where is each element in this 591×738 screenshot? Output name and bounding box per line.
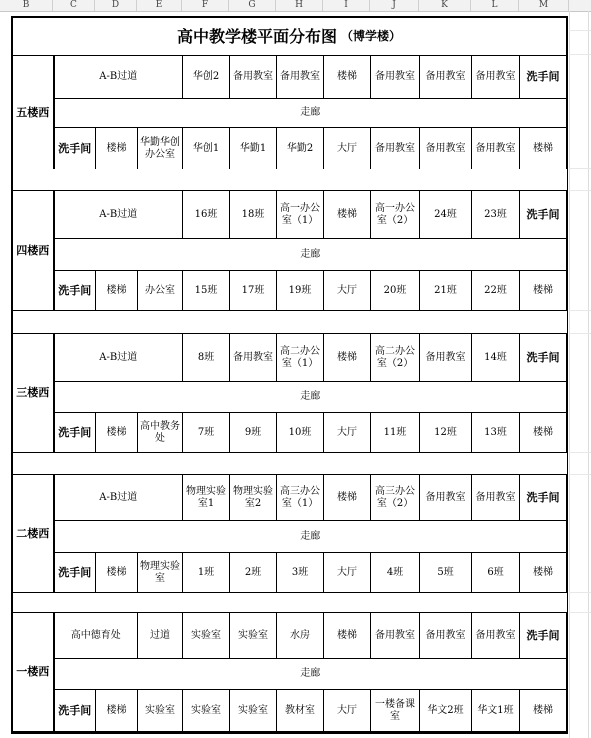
room-cell[interactable]: A-B过道 bbox=[54, 56, 183, 99]
room-cell[interactable]: 4班 bbox=[371, 553, 420, 593]
corridor-cell[interactable]: 走廊 bbox=[54, 521, 567, 553]
room-cell[interactable]: 华勤1 bbox=[230, 128, 277, 170]
restroom-cell[interactable]: 洗手间 bbox=[520, 334, 567, 382]
corridor-cell[interactable]: 走廊 bbox=[54, 382, 567, 413]
room-cell[interactable]: 19班 bbox=[277, 271, 324, 311]
room-cell[interactable]: 华勤2 bbox=[277, 128, 324, 170]
title-sub: （博学楼） bbox=[341, 28, 402, 43]
room-cell[interactable]: 16班 bbox=[183, 191, 230, 239]
stairs-cell[interactable]: 楼梯 bbox=[324, 56, 371, 99]
restroom-cell[interactable]: 洗手间 bbox=[54, 413, 96, 453]
floor-separator bbox=[12, 593, 568, 612]
room-cell[interactable]: 8班 bbox=[183, 334, 230, 382]
floor-4-west bbox=[12, 190, 567, 311]
room-cell[interactable]: 华创2 bbox=[183, 56, 230, 99]
floor-3-west bbox=[12, 333, 567, 453]
room-cell[interactable]: 实验室 bbox=[138, 690, 183, 732]
corridor-cell[interactable]: 走廊 bbox=[54, 239, 567, 271]
restroom-cell[interactable]: 洗手间 bbox=[54, 553, 96, 593]
restroom-cell[interactable]: 洗手间 bbox=[520, 613, 567, 659]
stairs-cell[interactable]: 楼梯 bbox=[96, 413, 138, 453]
column-header-d[interactable]: D bbox=[95, 0, 137, 11]
column-header-e[interactable]: E bbox=[137, 0, 182, 11]
restroom-cell[interactable]: 洗手间 bbox=[54, 690, 96, 732]
room-cell[interactable]: 高一办公室（1） bbox=[277, 191, 324, 239]
floor-5-west bbox=[12, 55, 567, 170]
restroom-cell[interactable]: 洗手间 bbox=[54, 271, 96, 311]
stairs-cell[interactable]: 楼梯 bbox=[520, 413, 567, 453]
column-header-f[interactable]: F bbox=[182, 0, 229, 11]
room-cell[interactable]: A-B过道 bbox=[54, 475, 183, 521]
room-cell[interactable]: 备用教室 bbox=[420, 128, 472, 170]
room-cell[interactable]: 备用教室 bbox=[420, 56, 472, 99]
room-cell[interactable]: A-B过道 bbox=[54, 191, 183, 239]
corridor-cell[interactable]: 走廊 bbox=[54, 659, 567, 690]
room-cell[interactable]: 办公室 bbox=[138, 271, 183, 311]
stairs-cell[interactable]: 楼梯 bbox=[96, 271, 138, 311]
room-cell[interactable]: A-B过道 bbox=[54, 334, 183, 382]
room-cell[interactable]: 物理实验室2 bbox=[230, 475, 277, 521]
stairs-cell[interactable]: 楼梯 bbox=[324, 334, 371, 382]
floor-label: 三楼西 bbox=[13, 334, 54, 453]
room-cell[interactable]: 17班 bbox=[230, 271, 277, 311]
floor-2-west bbox=[12, 474, 567, 593]
floor-label: 二楼西 bbox=[13, 475, 54, 593]
room-cell[interactable]: 备用教室 bbox=[371, 56, 420, 99]
room-cell[interactable]: 10班 bbox=[277, 413, 324, 453]
room-cell[interactable]: 备用教室 bbox=[230, 334, 277, 382]
room-cell[interactable]: 高中德育处 bbox=[54, 613, 138, 659]
hall-cell[interactable]: 大厅 bbox=[324, 553, 371, 593]
hall-cell[interactable]: 大厅 bbox=[324, 690, 371, 732]
room-cell[interactable]: 备用教室 bbox=[420, 334, 472, 382]
room-cell[interactable]: 18班 bbox=[230, 191, 277, 239]
room-cell[interactable]: 物理实验室1 bbox=[183, 475, 230, 521]
restroom-cell[interactable]: 洗手间 bbox=[520, 475, 567, 521]
stairs-cell[interactable]: 楼梯 bbox=[324, 613, 371, 659]
hall-cell[interactable]: 大厅 bbox=[324, 413, 371, 453]
hall-cell[interactable]: 大厅 bbox=[324, 128, 371, 170]
room-cell[interactable]: 实验室 bbox=[183, 690, 230, 732]
floor-label: 一楼西 bbox=[13, 613, 54, 732]
room-cell[interactable]: 华文2班 bbox=[420, 690, 472, 732]
stairs-cell[interactable]: 楼梯 bbox=[520, 553, 567, 593]
stairs-cell[interactable]: 楼梯 bbox=[96, 553, 138, 593]
room-cell[interactable]: 高二办公室（2） bbox=[371, 334, 420, 382]
room-cell[interactable]: 备用教室 bbox=[472, 56, 520, 99]
room-cell[interactable]: 实验室 bbox=[183, 613, 230, 659]
room-cell[interactable]: 教材室 bbox=[277, 690, 324, 732]
room-cell[interactable]: 华创1 bbox=[183, 128, 230, 170]
room-cell[interactable]: 物理实验室 bbox=[138, 553, 183, 593]
stairs-cell[interactable]: 楼梯 bbox=[324, 191, 371, 239]
room-cell[interactable]: 13班 bbox=[472, 413, 520, 453]
column-header-h[interactable]: H bbox=[276, 0, 323, 11]
room-cell[interactable]: 9班 bbox=[230, 413, 277, 453]
column-header-i[interactable]: I bbox=[323, 0, 370, 11]
floor-separator bbox=[12, 169, 568, 190]
room-cell[interactable]: 实验室 bbox=[230, 613, 277, 659]
restroom-cell[interactable]: 洗手间 bbox=[520, 191, 567, 239]
room-cell[interactable]: 华文1班 bbox=[472, 690, 520, 732]
room-cell[interactable]: 备用教室 bbox=[472, 128, 520, 170]
room-cell[interactable]: 23班 bbox=[472, 191, 520, 239]
page-title bbox=[12, 17, 566, 53]
floor-1-west bbox=[12, 612, 567, 732]
column-header-k[interactable]: K bbox=[419, 0, 471, 11]
room-cell[interactable]: 备用教室 bbox=[371, 128, 420, 170]
room-cell[interactable]: 备用教室 bbox=[420, 475, 472, 521]
column-header-bar bbox=[0, 0, 591, 12]
column-header-b[interactable]: B bbox=[0, 0, 53, 11]
room-cell[interactable]: 11班 bbox=[371, 413, 420, 453]
room-cell[interactable]: 2班 bbox=[230, 553, 277, 593]
room-cell[interactable]: 备用教室 bbox=[230, 56, 277, 99]
stairs-cell[interactable]: 楼梯 bbox=[324, 475, 371, 521]
restroom-cell[interactable]: 洗手间 bbox=[520, 56, 567, 99]
room-cell[interactable]: 备用教室 bbox=[472, 475, 520, 521]
room-cell[interactable]: 3班 bbox=[277, 553, 324, 593]
room-cell[interactable]: 水房 bbox=[277, 613, 324, 659]
room-cell[interactable]: 12班 bbox=[420, 413, 472, 453]
room-cell[interactable]: 高三办公室（1） bbox=[277, 475, 324, 521]
passage-cell[interactable]: 过道 bbox=[138, 613, 183, 659]
title-main: 高中教学楼平面分布图 bbox=[176, 26, 337, 46]
hall-cell[interactable]: 大厅 bbox=[324, 271, 371, 311]
room-cell[interactable]: 一楼备课室 bbox=[371, 690, 420, 732]
room-cell[interactable]: 华勤华创办公室 bbox=[138, 128, 183, 170]
room-cell[interactable]: 备用教室 bbox=[420, 613, 472, 659]
room-cell[interactable]: 5班 bbox=[420, 553, 472, 593]
room-cell[interactable]: 高一办公室（2） bbox=[371, 191, 420, 239]
room-cell[interactable]: 高二办公室（1） bbox=[277, 334, 324, 382]
restroom-cell[interactable]: 洗手间 bbox=[54, 128, 96, 170]
room-cell[interactable]: 备用教室 bbox=[277, 56, 324, 99]
corridor-cell[interactable]: 走廊 bbox=[54, 99, 567, 128]
room-cell[interactable]: 实验室 bbox=[230, 690, 277, 732]
room-cell[interactable]: 14班 bbox=[472, 334, 520, 382]
column-header-l[interactable]: L bbox=[471, 0, 519, 11]
room-cell[interactable]: 24班 bbox=[420, 191, 472, 239]
floor-label: 五楼西 bbox=[13, 56, 54, 170]
stairs-cell[interactable]: 楼梯 bbox=[520, 128, 567, 170]
room-cell[interactable]: 高三办公室（2） bbox=[371, 475, 420, 521]
column-header-g[interactable]: G bbox=[229, 0, 276, 11]
stairs-cell[interactable]: 楼梯 bbox=[96, 690, 138, 732]
column-header-c[interactable]: C bbox=[53, 0, 95, 11]
stairs-cell[interactable]: 楼梯 bbox=[520, 690, 567, 732]
column-header-j[interactable]: J bbox=[370, 0, 419, 11]
stairs-cell[interactable]: 楼梯 bbox=[96, 128, 138, 170]
room-cell[interactable]: 15班 bbox=[183, 271, 230, 311]
room-cell[interactable]: 备用教室 bbox=[472, 613, 520, 659]
room-cell[interactable]: 6班 bbox=[472, 553, 520, 593]
room-cell[interactable]: 20班 bbox=[371, 271, 420, 311]
floor-separator bbox=[12, 453, 568, 474]
floor-label: 四楼西 bbox=[13, 191, 54, 311]
room-cell[interactable]: 7班 bbox=[183, 413, 230, 453]
room-cell[interactable]: 备用教室 bbox=[371, 613, 420, 659]
room-cell[interactable]: 1班 bbox=[183, 553, 230, 593]
room-cell[interactable]: 22班 bbox=[472, 271, 520, 311]
stairs-cell[interactable]: 楼梯 bbox=[520, 271, 567, 311]
floor-separator bbox=[12, 311, 568, 333]
column-header-m[interactable]: M bbox=[519, 0, 569, 11]
room-cell[interactable]: 21班 bbox=[420, 271, 472, 311]
room-cell[interactable]: 高中教务处 bbox=[138, 413, 183, 453]
